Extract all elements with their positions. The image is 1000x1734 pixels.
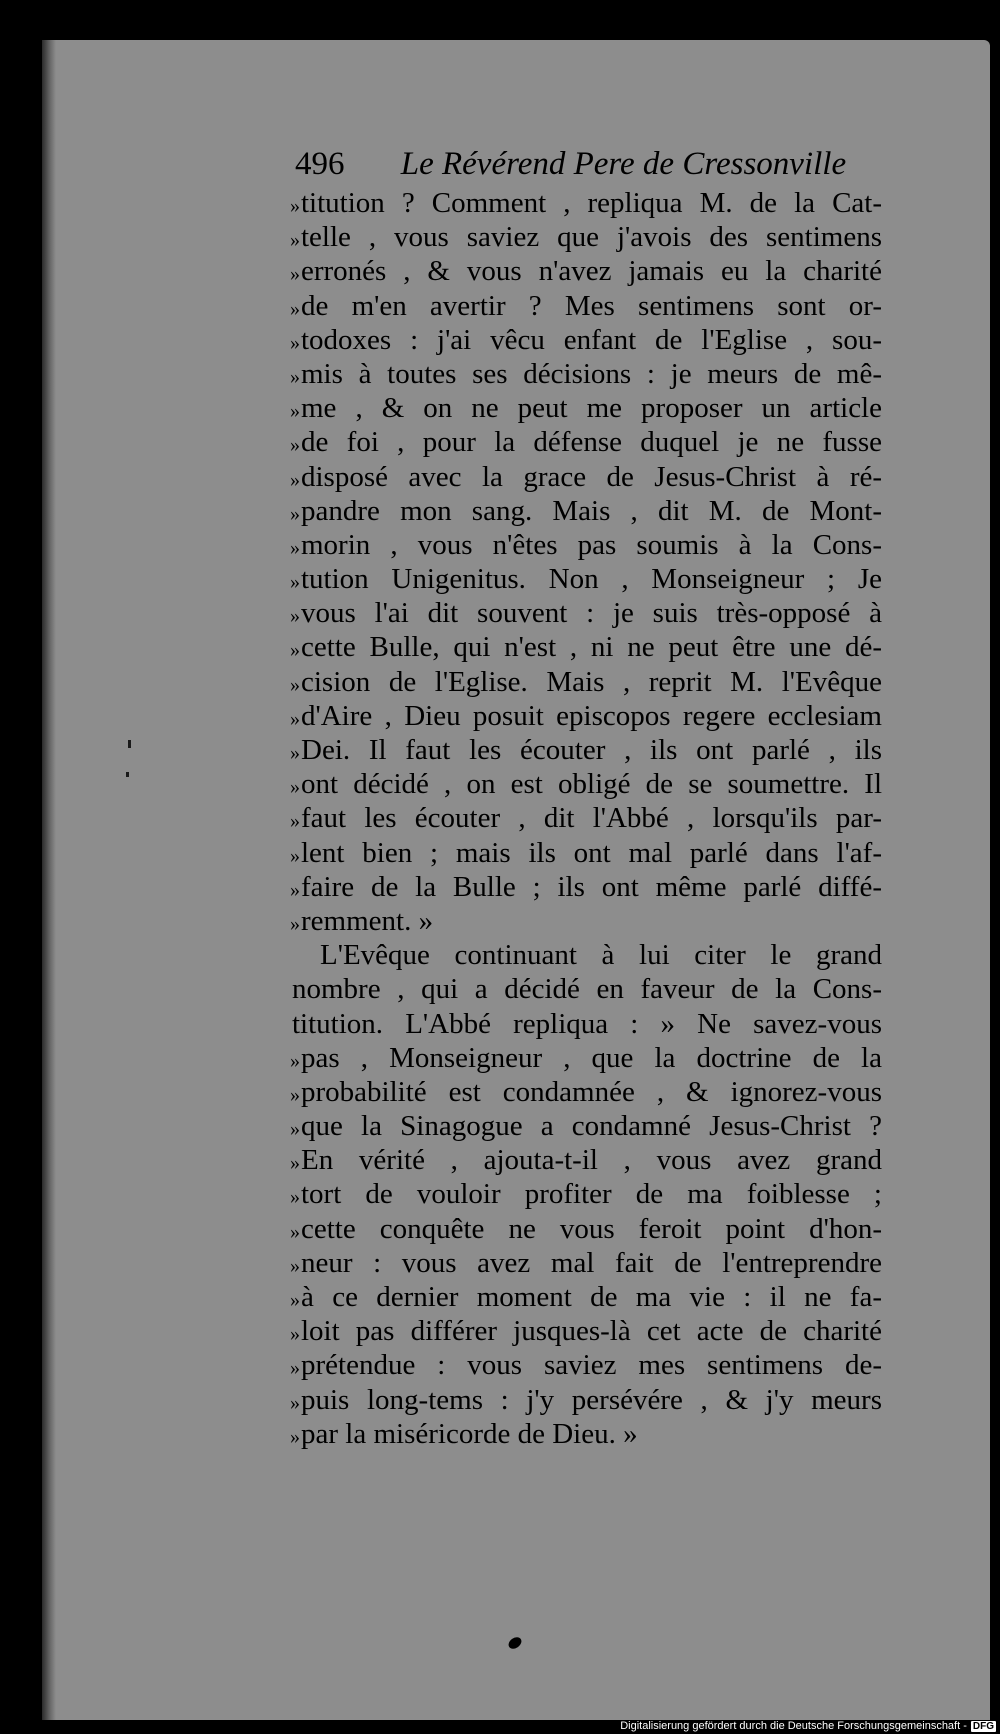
text-line [290, 870, 882, 904]
text-line [290, 801, 882, 835]
quote-mark: » [290, 331, 299, 354]
running-title: Le Révérend Pere de Cressonville [400, 146, 847, 182]
text-line [290, 904, 882, 938]
text-line [290, 630, 882, 664]
credit-text: Digitalisierung gefördert durch die Deutsche Forschungsgemeinschaft - [620, 1720, 967, 1732]
line-text: de foi , pour la défense duquel je ne fusse [301, 426, 882, 459]
dfg-logo: DFG [972, 1720, 994, 1732]
line-text: d'Aire , Dieu posuit episcopos regere ecclesiam [301, 699, 882, 732]
text-line [290, 254, 882, 288]
line-text: En vérité , ajouta-t-il , vous avez grand [301, 1144, 882, 1177]
line-text: prétendue : vous saviez mes sentimens de- [301, 1349, 882, 1382]
text-line [290, 699, 882, 733]
text-line [290, 733, 882, 767]
quote-mark: » [290, 605, 299, 628]
line-text: faut les écouter , dit l'Abbé , lorsqu'ils par- [301, 802, 882, 835]
line-text: todoxes : j'ai vêcu enfant de l'Eglise , sou- [301, 323, 882, 356]
quote-mark: » [290, 434, 299, 457]
text-line [290, 289, 882, 323]
quote-mark: » [290, 1289, 299, 1311]
quote-mark: » [290, 1152, 299, 1175]
line-text: nombre , qui a décidé en faveur de la Cons- [292, 973, 882, 1006]
quote-mark: » [290, 195, 299, 217]
text-line [290, 665, 882, 699]
text-line [290, 1348, 882, 1382]
text-line [290, 1246, 882, 1280]
quote-mark: » [290, 536, 299, 559]
text-line [290, 1212, 882, 1246]
line-text: puis long-tems : j'y persévére , & j'y meurs [301, 1383, 882, 1416]
quote-mark: » [290, 1186, 299, 1209]
quote-mark: » [290, 297, 299, 320]
quote-mark: » [290, 571, 299, 594]
text-line [290, 938, 882, 972]
quote-mark: » [290, 1357, 299, 1380]
line-text: lent bien ; mais ils ont mal parlé dans l'af- [301, 836, 882, 869]
quote-mark: » [290, 912, 299, 935]
text-line [290, 425, 882, 459]
line-text: telle , vous saviez que j'avois des sentimens [301, 221, 882, 254]
line-text: erronés , & vous n'avez jamais eu la charité [301, 255, 882, 288]
text-line [290, 323, 882, 357]
text-line [290, 836, 882, 870]
page-body-text [290, 186, 882, 1451]
quote-mark: » [290, 1254, 299, 1277]
line-text: pandre mon sang. Mais , dit M. de Mont- [301, 494, 882, 527]
line-text: probabilité est condamnée , & ignorez-vous [301, 1075, 882, 1108]
text-line [290, 972, 882, 1006]
line-text: cision de l'Eglise. Mais , reprit M. l'Evêque [301, 665, 882, 698]
quote-mark: » [290, 400, 299, 423]
text-line [290, 186, 882, 220]
quote-mark: » [290, 263, 299, 286]
line-text: vous l'ai dit souvent : je suis très-opposé à [301, 597, 882, 630]
text-line [290, 562, 882, 596]
line-text: pas , Monseigneur , que la doctrine de la [301, 1041, 882, 1074]
line-text: de m'en avertir ? Mes sentimens sont or- [301, 289, 882, 322]
page-number: 496 [295, 146, 345, 182]
quote-mark: » [290, 1323, 299, 1346]
quote-mark: » [290, 1391, 299, 1414]
text-line [290, 391, 882, 425]
quote-mark: » [290, 365, 299, 388]
page-header [295, 146, 895, 183]
scan-speck [126, 772, 129, 777]
text-line [290, 357, 882, 391]
quote-mark: » [290, 1083, 299, 1106]
text-line [290, 528, 882, 562]
text-line [290, 1075, 882, 1109]
quote-mark: » [290, 1118, 299, 1141]
text-line [290, 1417, 882, 1451]
digitization-credit [620, 1720, 996, 1732]
text-line [290, 1280, 882, 1314]
quote-mark: » [290, 229, 299, 252]
quote-mark: » [290, 707, 299, 730]
text-line [290, 1143, 882, 1177]
quote-mark: » [290, 468, 299, 491]
line-text: Dei. Il faut les écouter , ils ont parlé , ils [301, 734, 882, 766]
line-text: faire de la Bulle ; ils ont même parlé diffé- [301, 870, 882, 903]
quote-mark: » [290, 742, 299, 764]
line-text: cette Bulle, qui n'est , ni ne peut être une dé- [301, 631, 882, 664]
text-line [290, 220, 882, 254]
line-text: que la Sinagogue a condamné Jesus-Christ ? [301, 1110, 882, 1143]
line-text: me , & on ne peut me proposer un article [301, 392, 882, 425]
text-line [290, 1383, 882, 1417]
line-text: mis à toutes ses décisions : je meurs de mê- [301, 357, 882, 390]
line-text: neur : vous avez mal fait de l'entreprendre [301, 1246, 882, 1279]
line-text: tution Unigenitus. Non , Monseigneur ; Je [301, 563, 882, 596]
line-text: disposé avec la grace de Jesus-Christ à ré- [301, 460, 882, 493]
line-text: ont décidé , on est obligé de se soumettre. Il [301, 768, 882, 801]
quote-mark: » [290, 639, 299, 662]
text-line [290, 1041, 882, 1075]
scan-speck [128, 740, 131, 748]
quote-mark: » [290, 673, 299, 696]
quote-mark: » [290, 776, 299, 799]
line-text: titution. L'Abbé repliqua : » Ne savez-vous [292, 1007, 882, 1040]
quote-mark: » [290, 878, 299, 901]
line-text: loit pas différer jusques-là cet acte de charité [301, 1315, 882, 1348]
text-line [290, 767, 882, 801]
line-text: par la miséricorde de Dieu. » [301, 1417, 638, 1450]
line-text: titution ? Comment , repliqua M. de la Cat- [301, 187, 882, 219]
line-text: cette conquête ne vous feroit point d'hon- [301, 1212, 882, 1245]
quote-mark: » [290, 1425, 299, 1448]
quote-mark: » [290, 1049, 299, 1072]
text-line [290, 1007, 882, 1041]
quote-mark: » [290, 502, 299, 525]
line-text: remment. » [301, 904, 434, 937]
text-line [290, 1177, 882, 1211]
text-line [290, 494, 882, 528]
line-text: à ce dernier moment de ma vie : il ne fa- [301, 1281, 882, 1313]
line-text: morin , vous n'êtes pas soumis à la Cons- [301, 528, 882, 561]
line-text: tort de vouloir profiter de ma foiblesse ; [301, 1178, 882, 1211]
quote-mark: » [290, 844, 299, 867]
quote-mark: » [290, 810, 299, 833]
quote-mark: » [290, 1220, 299, 1243]
text-line [290, 1314, 882, 1348]
page-spine-shadow [42, 40, 56, 1720]
text-line [290, 596, 882, 630]
text-line [290, 460, 882, 494]
line-text: L'Evêque continuant à lui citer le grand [320, 939, 882, 972]
text-line [290, 1109, 882, 1143]
